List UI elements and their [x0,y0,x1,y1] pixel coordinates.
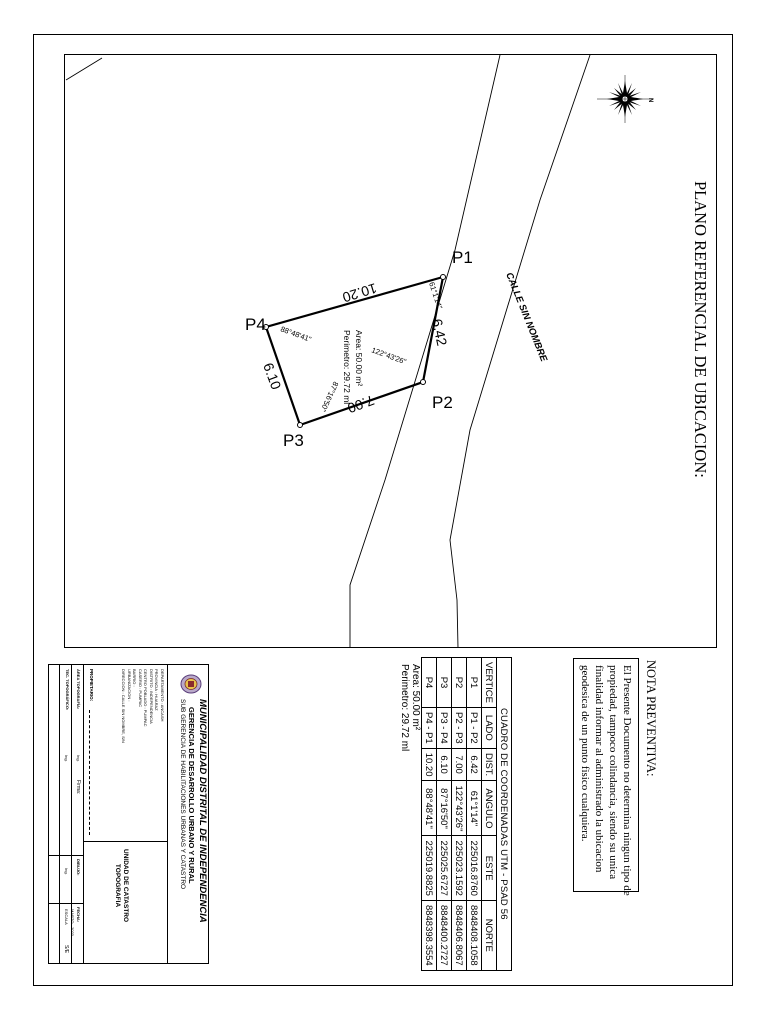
page-title: PLANO REFERENCIAL DE UBICACION: [691,181,710,478]
table-cell: 6.42 [467,748,482,781]
nota-preventiva [573,658,658,896]
angle-label-p2: 122°43'26" [370,345,408,367]
vertex-marker-p3 [298,423,303,428]
title-block [48,664,209,964]
angle-label-p1: 61°1'14" [427,280,445,311]
table-cell: P3 - P4 [437,708,452,749]
table-cell: 10.20 [422,748,437,781]
nota-line-1: El Presente Documento no determina ningun tipo de [621,665,633,896]
road-edge-top-left [66,58,102,80]
municipality-name: MUNICIPALIDAD DISTRITAL DE INDEPENDENCIA [197,699,208,923]
side-length-p1-p2: 6.42 [429,317,451,348]
table-cell: P4 [422,658,437,708]
coordinates-table-wrapper [421,657,512,971]
table-cell: 87°16'50" [437,781,452,836]
table-header-row [482,658,497,971]
table-cell: 225016.8760 [467,836,482,900]
gerencia-name: GERENCIA DE DESARROLLO URBANO Y RURAL [187,707,196,884]
side-length-p3-p4: 6.10 [260,360,285,392]
street-label: CALLE SIN NOMBRE [503,271,550,364]
nota-line-4: geodesica de un punto fisico cualquiera. [579,665,591,842]
propietario-line [89,710,91,835]
vertex-label-p2: P2 [432,393,453,412]
north-label: N [647,98,653,103]
field-caserio: CASERIO : PUMPAC [138,669,143,708]
field-urbanizacion: URBANIZACION : [127,669,132,702]
table-header: DIST. [482,748,497,781]
table-cell: 225025.6727 [437,836,452,900]
table-cell: 6.10 [437,748,452,781]
table-cell: 225019.8825 [422,836,437,900]
field-centro-poblado: CENTRO POBLADO : PUMPAC [143,669,149,727]
table-cell: P1 [467,658,482,708]
unit-subname: TOPOGRAFIA [114,863,121,908]
north-arrow-icon [597,75,653,123]
unit-name: UNIDAD DE CATASTRO [122,849,129,923]
nota-line-2: propiedad, tampoco colindancia, siendo su unica [607,665,619,880]
municipal-seal-icon [179,673,203,695]
table-cell: 61°1'14" [467,781,482,836]
side-length-p4-p1: 10.20 [340,280,379,306]
coordinates-table [421,657,512,971]
table-cell: P2 [452,658,467,708]
propietario-label: PROPIETARIO: [89,669,94,702]
table-header: LADO [482,708,497,749]
table-cell: 8848400.2727 [437,900,452,970]
summary-perimeter: Perimetro: 29.72 ml [399,664,410,752]
table-header: ESTE [482,836,497,900]
tecnico-label: TEC. TOPOGRÁFICO: [65,669,70,711]
table-row [437,658,452,971]
nota-line-3: finalidad informar al administrado la ubicacion [593,665,605,873]
table-cell: 8848406.8067 [452,900,467,970]
vertex-label-p3: P3 [283,431,304,450]
road-edge-right [450,55,590,648]
table-header: ANGULO [482,781,497,836]
ing-label-3: Ing. [64,868,69,875]
topografia-label: ÁREA TOPOGRAFÍA: [76,669,81,710]
table-cell: 122°43'26" [452,781,467,836]
table-cell: P2 - P3 [452,708,467,749]
field-departamento: DEPARTAMENTO : ANCASH [160,669,165,722]
scale-value: S/E [63,945,69,954]
field-barrio: BARRIO : [132,669,138,687]
firma-label: Firma: [75,780,81,795]
subgerencia-name: SUB GERENCIA DE HABILITACIONES URBANAS Y CATASTRO [179,699,186,890]
date-value: MARZO - 2023 [70,909,75,936]
vertex-marker-p1 [441,275,446,280]
dibujo-label: DIBUJO: [76,859,81,876]
escala-label: ESCALA [64,909,69,925]
date-label: FECHA: [76,907,81,923]
field-direccion: DIRECCION : CALLE SIN NOMBRE, S/N [121,669,127,743]
nota-box [573,658,639,896]
vertex-marker-p2 [421,380,426,385]
table-cell: 7.00 [452,748,467,781]
side-length-p2-p3: 7.00 [345,392,377,417]
field-distrito: DISTRITO : INDEPENDENCIA [149,669,154,724]
field-provincia: PROVINCIA : HUARAZ [154,669,160,711]
vertex-label-p4: P4 [245,315,266,334]
location-fields [121,669,165,743]
unit-name-block [113,849,129,922]
parcel-perimeter-label: Perimetro: 29.72 ml [342,330,352,405]
angle-label-p3: 87°16'50" [318,380,341,414]
table-header: VERTICE [482,658,497,708]
table-cell: 88°48'41" [422,781,437,836]
coordinates-table-title: CUADRO DE COORDENADAS UTM - PSAD 56 [497,658,512,971]
parcel-area-label: Area: 50.00 m² [354,330,364,387]
table-cell: P4 - P1 [422,708,437,749]
nota-heading: NOTA PREVENTIVA: [644,660,658,777]
table-cell: P1 - P2 [467,708,482,749]
table-row [467,658,482,971]
table-cell: 225023.1592 [452,836,467,900]
table-row [422,658,437,971]
ing-label-2: Ing. [64,755,69,762]
vertex-label-p1: P1 [452,248,473,267]
summary [399,664,421,751]
ing-label-1: Ing. [76,755,81,762]
angle-label-p4: 88°48'41" [279,324,313,344]
table-row [452,658,467,971]
table-header: NORTE [482,900,497,970]
table-cell: P3 [437,658,452,708]
table-cell: 8848398.3554 [422,900,437,970]
summary-area: Area: 50.00 m² [410,664,421,731]
table-cell: 8848408.1058 [467,900,482,970]
